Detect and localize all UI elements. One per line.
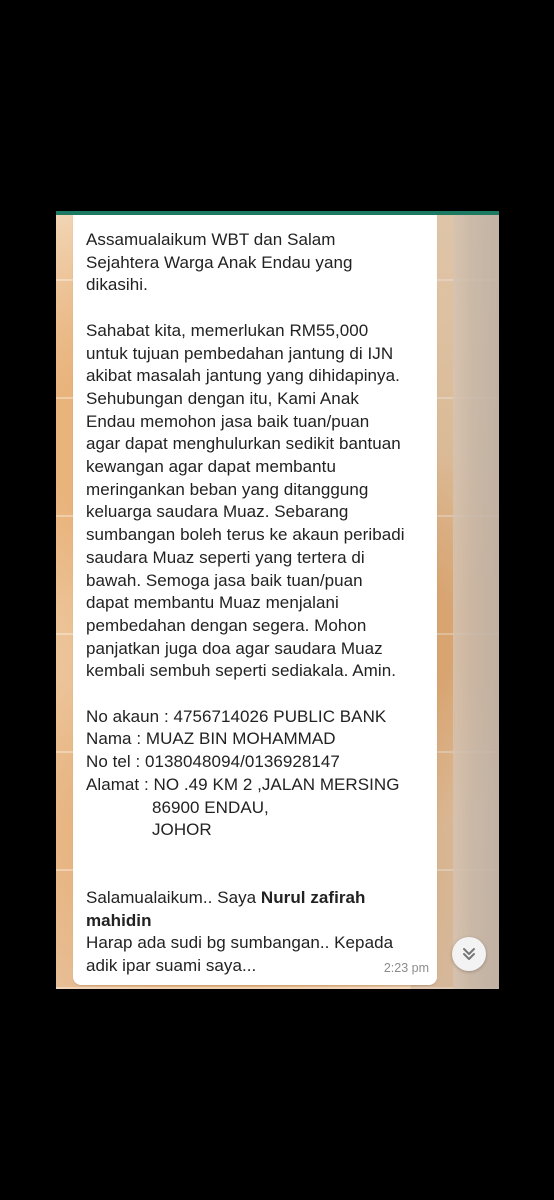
sender-name: Nurul zafirah [260,887,366,907]
message-line: kembali sembuh seperti sediakala. Amin. [86,661,396,681]
message-line: sumbangan boleh terus ke akaun peribadi [86,525,405,545]
sender-name: mahidin [86,910,152,930]
message-line: untuk tujuan pembedahan jantung di IJN [86,343,394,363]
message-line: panjatkan juga doa agar saudara Muaz [86,638,383,658]
message-line: pembedahan dengan segera. Mohon [86,615,367,635]
message-line: meringankan beban yang ditanggung [86,479,369,499]
message-line: agar dapat menghulurkan sedikit bantuan [86,434,401,454]
message-line: kewangan agar dapat membantu [86,457,336,477]
account-number: No akaun : 4756714026 PUBLIC BANK [86,706,387,726]
message-line: Sejahtera Warga Anak Endau yang [86,252,353,272]
address-line: JOHOR [152,820,212,840]
address-line: 86900 ENDAU, [152,797,269,817]
double-chevron-down-icon [461,946,477,962]
message-line: dapat membantu Muaz menjalani [86,593,339,613]
message-line: akibat masalah jantung yang dihidapinya. [86,366,400,386]
sender-line [86,887,427,910]
scroll-to-bottom-button[interactable] [452,937,486,971]
message-line: Assamualaikum WBT dan Salam [86,230,336,249]
message-line: dikasihi. [86,275,148,295]
message-line: keluarga saudara Muaz. Sebarang [86,502,349,522]
message-line: bawah. Semoga jasa baik tuan/puan [86,570,363,590]
message-timestamp: 2:23 pm [383,961,429,975]
wallpaper-edge [453,215,499,989]
sender-prefix: Salamualaikum.. Saya [86,887,261,907]
message-line: saudara Muaz seperti yang tertera di [86,547,365,567]
message-line: Sehubungan dengan itu, Kami Anak [86,388,359,408]
phone-number: No tel : 0138048094/0136928147 [86,752,340,772]
message-line: adik ipar suami saya... [86,956,257,976]
message-line: Sahabat kita, memerlukan RM55,000 [86,320,369,340]
address-line: Alamat : NO .49 KM 2 ,JALAN MERSING [86,774,400,794]
message-line: Endau memohon jasa baik tuan/puan [86,411,370,431]
message-bubble[interactable] [73,215,437,985]
message-line: Harap ada sudi bg sumbangan.. Kepada [86,933,394,953]
account-name: Nama : MUAZ BIN MOHAMMAD [86,729,336,749]
chat-screen [56,211,499,989]
